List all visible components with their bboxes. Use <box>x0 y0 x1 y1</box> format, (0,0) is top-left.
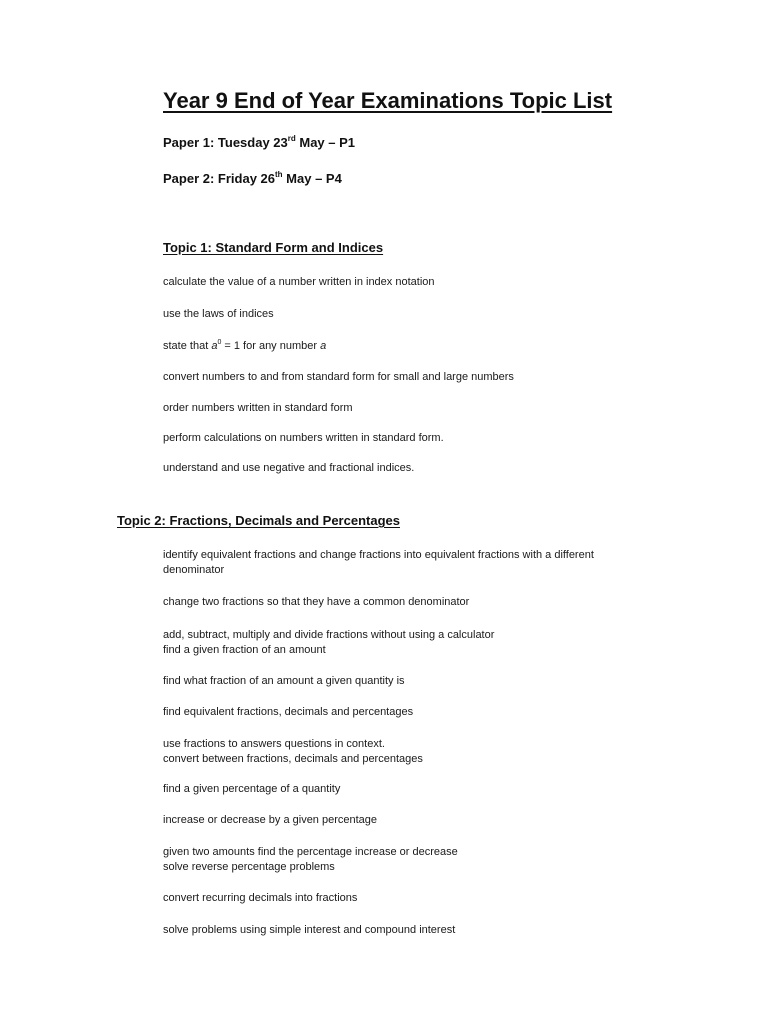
topic-1-item: understand and use negative and fractional indices. <box>163 462 415 474</box>
topic-1-item <box>163 339 326 354</box>
paper-2-text-end: May – P4 <box>282 171 342 186</box>
topic-1-item: order numbers written in standard form <box>163 402 353 414</box>
topic-1-item: calculate the value of a number written in index notation <box>163 276 435 288</box>
topic-2-item <box>163 628 494 658</box>
item-line: denominator <box>163 564 225 576</box>
paper-2-text: Paper 2: Friday 26 <box>163 171 275 186</box>
topic-1-heading: Topic 1: Standard Form and Indices <box>163 240 384 255</box>
item-line: convert between fractions, decimals and percentages <box>163 753 423 765</box>
item-line: increase or decrease by a given percentage <box>163 814 378 826</box>
paper-2-ordinal: th <box>275 170 283 179</box>
topic-2-item <box>163 737 423 767</box>
item-line: add, subtract, multiply and divide fractions without using a calculator <box>163 629 495 641</box>
item-text: = 1 for any number <box>221 340 321 352</box>
topic-2-item <box>163 891 357 906</box>
topic-2-item <box>163 548 594 578</box>
paper-2-date <box>163 171 342 186</box>
topic-2-heading: Topic 2: Fractions, Decimals and Percentages <box>117 513 400 528</box>
topic-2-item <box>163 782 340 797</box>
topic-2-item <box>163 674 405 689</box>
item-line: find what fraction of an amount a given quantity is <box>163 675 405 687</box>
topic-1-item: convert numbers to and from standard form for small and large numbers <box>163 371 514 383</box>
topic-2-item <box>163 813 377 828</box>
page-title: Year 9 End of Year Examinations Topic List <box>163 88 613 113</box>
exponent: 0 <box>217 339 222 346</box>
topic-2-item <box>163 845 458 875</box>
topic-2-item <box>163 705 413 720</box>
topic-1-item: perform calculations on numbers written in standard form. <box>163 432 444 444</box>
item-line: solve reverse percentage problems <box>163 861 335 873</box>
item-line: solve problems using simple interest and compound interest <box>163 924 456 936</box>
item-line: given two amounts find the percentage increase or decrease <box>163 846 458 858</box>
variable-a: a <box>320 340 327 352</box>
item-line: find a given fraction of an amount <box>163 644 326 656</box>
topic-2-item <box>163 595 469 610</box>
variable-a: a <box>211 340 218 352</box>
paper-1-date <box>163 135 355 150</box>
paper-1-ordinal: rd <box>287 134 296 143</box>
item-line: identify equivalent fractions and change fractions into equivalent fractions with a different <box>163 549 594 561</box>
topic-1-item: use the laws of indices <box>163 308 274 320</box>
paper-1-text: Paper 1: Tuesday 23 <box>163 135 288 150</box>
item-line: find equivalent fractions, decimals and percentages <box>163 706 414 718</box>
item-line: convert recurring decimals into fractions <box>163 892 358 904</box>
topic-2-item <box>163 923 455 938</box>
item-line: find a given percentage of a quantity <box>163 783 341 795</box>
item-line: change two fractions so that they have a common denominator <box>163 596 470 608</box>
item-text: state that <box>163 340 212 352</box>
paper-1-text-end: May – P1 <box>295 135 356 150</box>
item-line: use fractions to answers questions in context. <box>163 738 385 750</box>
